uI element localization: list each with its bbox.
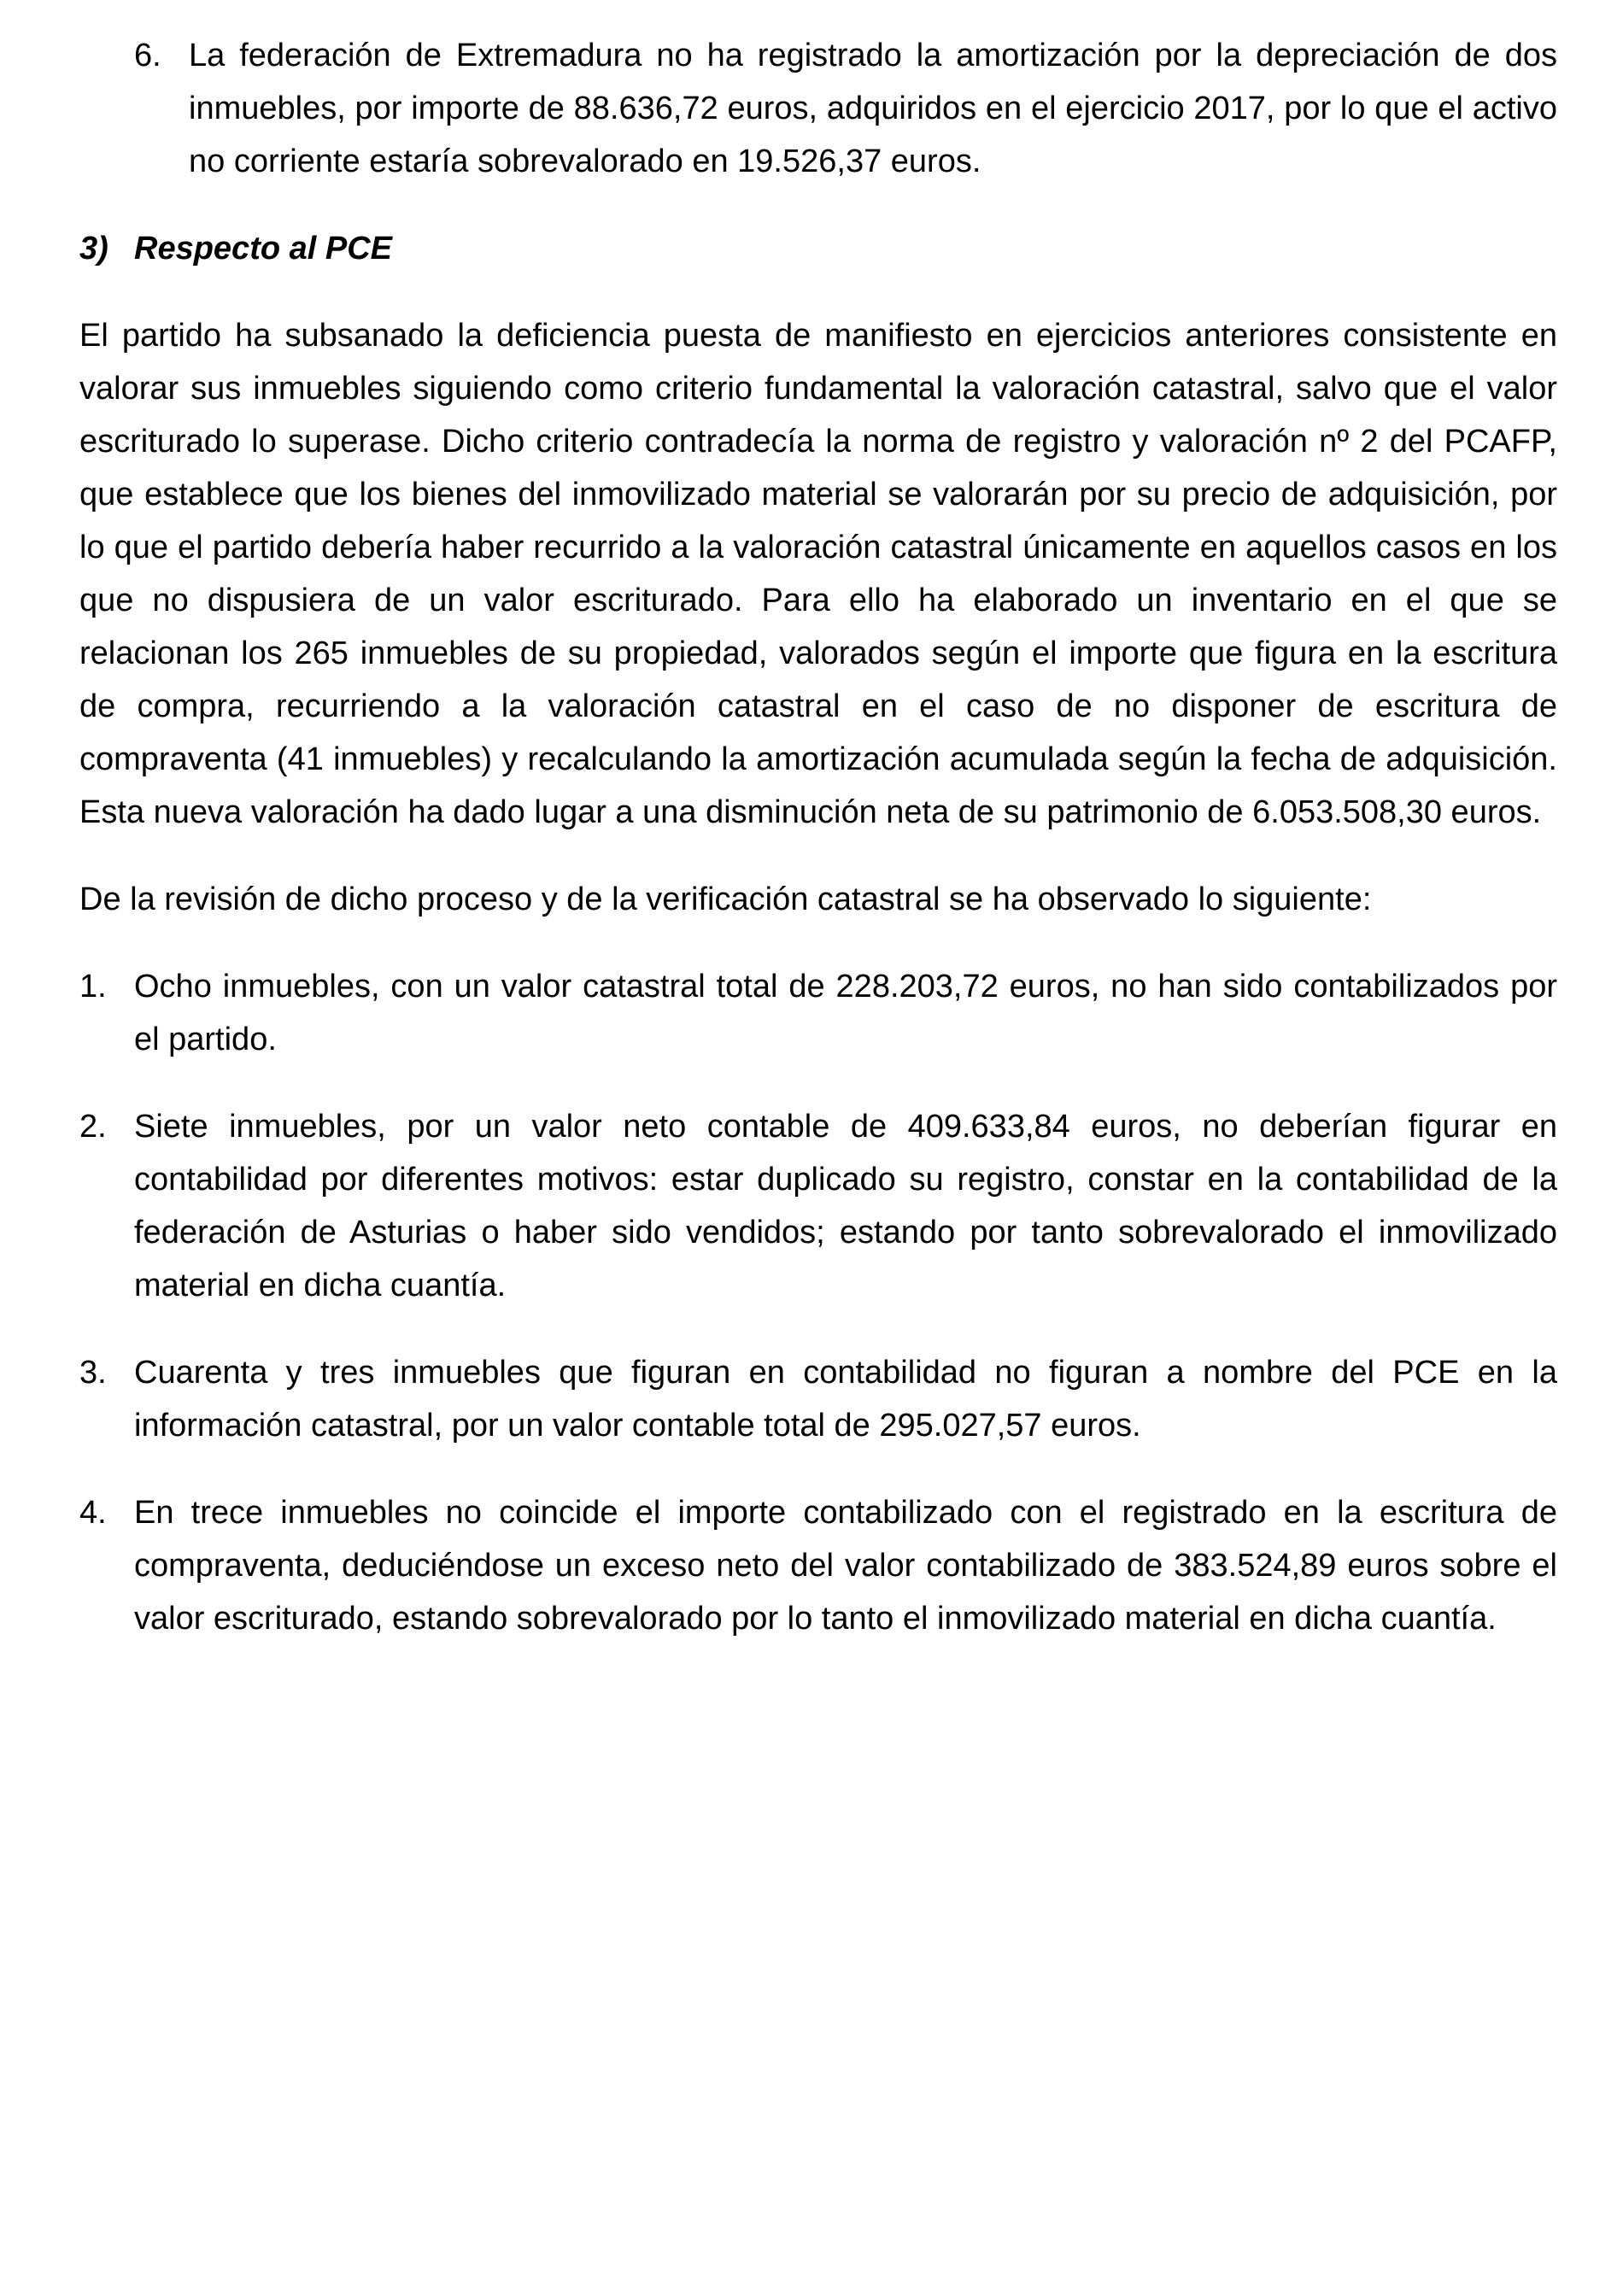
list-item-number: 6. bbox=[134, 38, 161, 73]
list-item-number: 4. bbox=[79, 1495, 107, 1531]
list-item-number: 1. bbox=[79, 969, 107, 1004]
list-item-text: Ocho inmuebles, con un valor catastral total de 228.203,72 euros, no han sido contabilizados por el partido. bbox=[134, 969, 1557, 1057]
list-item-3 bbox=[79, 1346, 1557, 1452]
list-item-text: Siete inmuebles, por un valor neto contable de 409.633,84 euros, no deberían figurar en contabilidad por diferentes motivos: estar duplicado su registro, constar en la contabilidad de la federación de Asturias o haber sido vendidos; estando por tanto sobrevalorado el inmovilizado material en dicha cuantía. bbox=[134, 1109, 1557, 1303]
list-item-1 bbox=[79, 960, 1557, 1066]
list-item-text: En trece inmuebles no coincide el importe contabilizado con el registrado en la escritura de compraventa, deduciéndose un exceso neto del valor contabilizado de 383.524,89 euros sobre el valor escriturado, estando sobrevalorado por lo tanto el inmovilizado material en dicha cuantía. bbox=[134, 1495, 1557, 1637]
list-item-2 bbox=[79, 1100, 1557, 1312]
section-number: 3) bbox=[79, 231, 108, 266]
list-item-4 bbox=[79, 1486, 1557, 1645]
section-title: Respecto al PCE bbox=[134, 231, 392, 266]
list-item-text: Cuarenta y tres inmuebles que figuran en contabilidad no figuran a nombre del PCE en la información catastral, por un valor contable total de 295.027,57 euros. bbox=[134, 1355, 1557, 1444]
paragraph-review-intro: De la revisión de dicho proceso y de la verificación catastral se ha observado lo siguiente: bbox=[79, 882, 1372, 917]
paragraph-valuation: El partido ha subsanado la deficiencia puesta de manifiesto en ejercicios anteriores consistente en valorar sus inmuebles siguiendo como criterio fundamental la valoración catastral, salvo que el valor escriturado lo superase. Dicho criterio contradecía la norma de registro y valoración nº 2 del PCAFP, que establece que los bienes del inmovilizado material se valorarán por su precio de adquisición, por lo que el partido debería haber recurrido a la valoración catastral únicamente en aquellos casos en los que no dispusiera de un valor escriturado. Para ello ha elaborado un inventario en el que se relacionan los 265 inmuebles de su propiedad, valorados según el importe que figura en la escritura de compra, recurriendo a la valoración catastral en el caso de no disponer de escritura de compraventa (41 inmuebles) y recalculando la amortización acumulada según la fecha de adquisición. Esta nueva valoración ha dado lugar a una disminución neta de su patrimonio de 6.053.508,30 euros. bbox=[79, 318, 1557, 830]
list-item-number: 3. bbox=[79, 1355, 107, 1391]
list-item-extremadura bbox=[79, 29, 1557, 188]
section-heading bbox=[79, 222, 1557, 275]
list-item-text: La federación de Extremadura no ha registrado la amortización por la depreciación de dos inmuebles, por importe de 88.636,72 euros, adquiridos en el ejercicio 2017, por lo que el activo no corriente estaría sobrevalorado en 19.526,37 euros. bbox=[189, 38, 1557, 179]
list-item-number: 2. bbox=[79, 1109, 107, 1145]
document-page bbox=[79, 29, 1557, 1645]
